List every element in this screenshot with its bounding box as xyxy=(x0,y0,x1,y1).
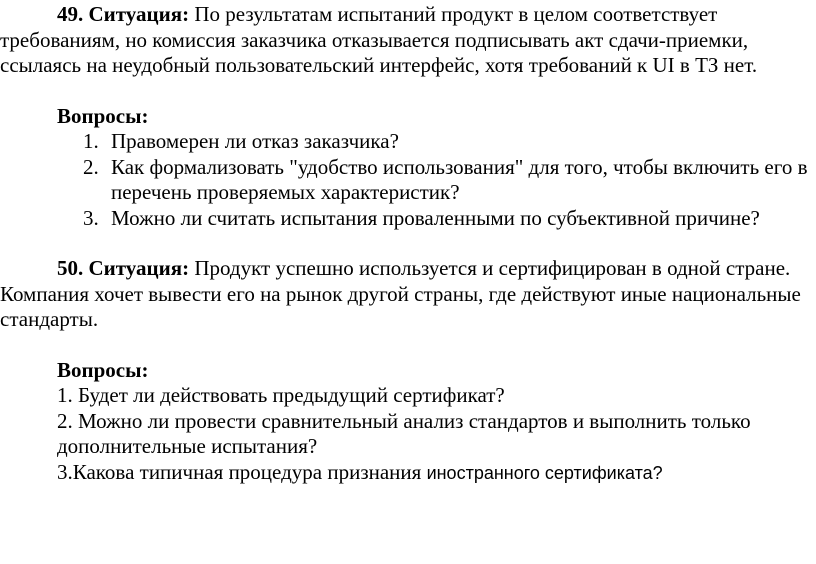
question-number: 3. xyxy=(83,205,99,230)
case-49-text: По результатам испытаний продукт в целом соответствует требованиям, но комиссия заказчика отказывается подписывать акт сдачи-приемки, ссылаясь на неудобный пользовательский интерфейс, хотя требований к UI в ТЗ нет. xyxy=(0,2,758,77)
question-text: Можно ли считать испытания проваленными по субъективной причине? xyxy=(111,205,760,230)
case-49-label: 49. Ситуация: xyxy=(57,2,190,26)
question-number: 2. xyxy=(83,154,99,179)
spacer xyxy=(0,231,816,256)
case-50-question-3 xyxy=(0,460,816,487)
question-text: Как формализовать "удобство использования" для того, чтобы включить его в перечень проверяемых характеристик? xyxy=(111,154,808,204)
case-49-questions-list xyxy=(0,129,816,231)
case-50-questions-heading: Вопросы: xyxy=(57,357,149,382)
case-49-questions-heading: Вопросы: xyxy=(57,103,149,128)
case-49-question-3 xyxy=(0,206,816,232)
question-number: 1. xyxy=(83,129,99,153)
case-50-question-1: 1. Будет ли действовать предыдущий сертификат? xyxy=(57,383,505,407)
case-50-paragraph xyxy=(0,256,816,333)
case-50-label: 50. Ситуация: xyxy=(57,256,190,280)
case-49-question-1 xyxy=(0,129,816,155)
case-49-paragraph xyxy=(0,2,816,79)
spacer xyxy=(0,79,816,104)
case-50-question-2: 2. Можно ли провести сравнительный анализ стандартов и выполнить только дополнительные испытания? xyxy=(57,408,751,458)
case-50-text: Продукт успешно используется и сертифицирован в одной стране. Компания хочет вывести его на рынок другой страны, где действуют иные национальные стандарты. xyxy=(0,256,801,331)
question-text-suffix: иностранного сертификата? xyxy=(426,462,663,483)
spacer xyxy=(0,333,816,358)
case-49-question-2 xyxy=(0,155,816,206)
question-text: Правомерен ли отказ заказчика? xyxy=(111,129,399,153)
question-text-prefix: 3.Какова типичная процедура признания xyxy=(57,459,427,484)
